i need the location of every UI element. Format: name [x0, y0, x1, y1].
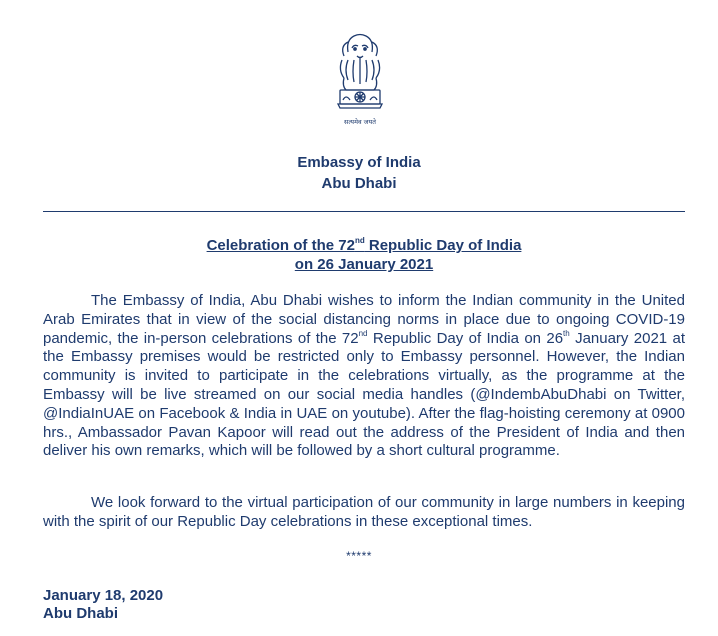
header-divider [43, 211, 685, 212]
document-title-line-1 [0, 237, 718, 254]
body-paragraph-1 [43, 292, 685, 461]
paragraph-1-superscript-2: th [563, 328, 570, 338]
document-title-line-2: on 26 January 2021 [294, 256, 434, 273]
paragraph-1-superscript-1: nd [358, 328, 368, 338]
body-paragraph-2 [43, 494, 685, 532]
paragraph-1-part-3: January 2021 at the Embassy premises would be restricted only to Embassy personnel. However, the Indian community is invited to participate in the celebrations virtually, as the programme at the Embassy will be live streamed on our social media handles (@IndembAbuDhabi on Twitter, @IndiaInUAE on Facebook & India in UAE on youtube). After the flag-hoisting ceremony at 0900 hrs., Ambassador Pavan Kapoor will read out the address of the President of India and then deliver his own remarks, which will be followed by a short cultural programme. [43, 329, 686, 460]
organization-city: Abu Dhabi [321, 175, 397, 192]
footer-city: Abu Dhabi [43, 605, 118, 622]
paragraph-1-part-1: The Embassy of India, Abu Dhabi wishes to inform the Indian community in the United Arab Emirates that in view of the social distancing norms in place due to ongoing COVID-19 pandemic, the in-person celebrations of the 72 [43, 292, 685, 347]
title-prefix: Celebration of the 72 [206, 237, 355, 254]
footer-date: January 18, 2020 [43, 587, 164, 604]
national-emblem-icon [330, 30, 390, 130]
organization-name: Embassy of India [297, 154, 421, 171]
paragraph-1-part-2: Republic Day of India on 26 [367, 329, 564, 347]
title-superscript: nd [354, 236, 365, 245]
title-suffix: Republic Day of India [364, 237, 522, 254]
svg-text:सत्यमेव जयते: सत्यमेव जयते [344, 118, 376, 126]
paragraph-2-text: We look forward to the virtual participation of our community in large numbers in keeping with the spirit of our Republic Day celebrations in these exceptional times. [43, 494, 685, 530]
section-separator: ***** [346, 549, 372, 563]
